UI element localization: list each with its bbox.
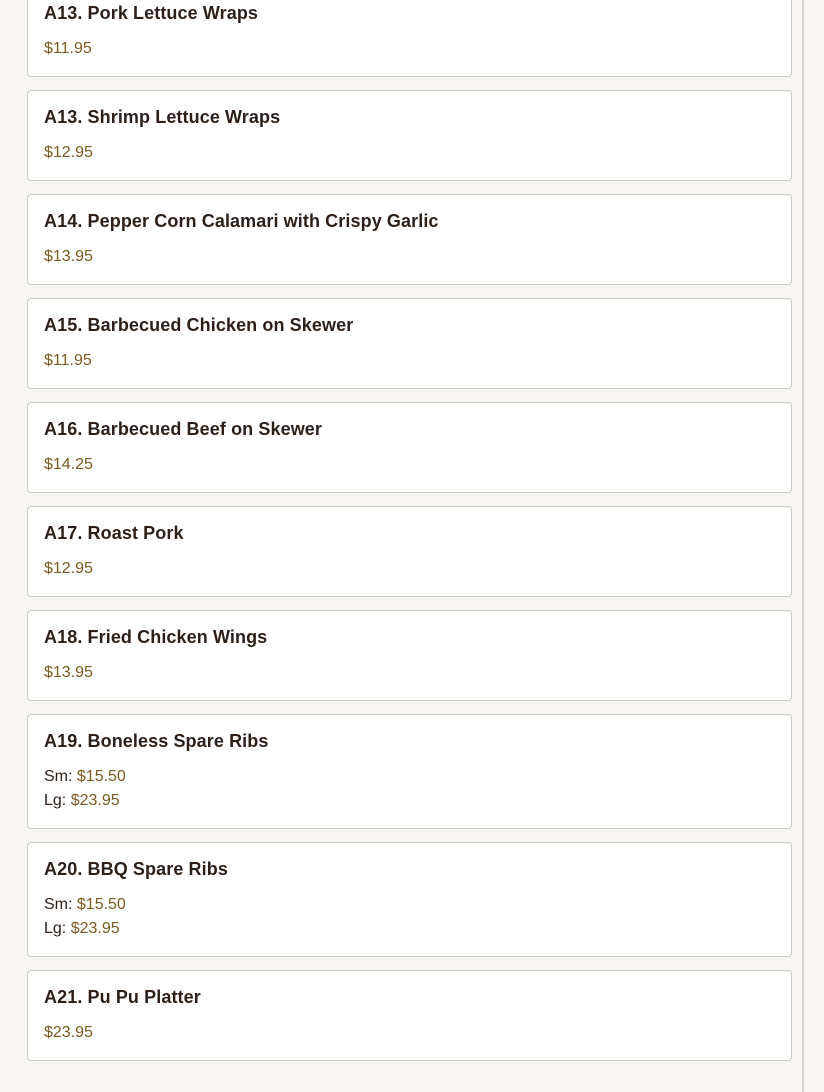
price-row xyxy=(44,141,775,165)
price-row xyxy=(44,245,775,269)
price-row xyxy=(44,917,775,941)
price-value: $11.95 xyxy=(44,352,92,369)
menu-item-name: A13. Shrimp Lettuce Wraps xyxy=(44,107,281,127)
price-size-label: Lg: xyxy=(44,920,71,937)
scrollbar-track[interactable] xyxy=(802,0,804,1092)
menu-item-price-list xyxy=(44,141,775,165)
menu-item-card[interactable] xyxy=(27,0,792,77)
price-row xyxy=(44,765,775,789)
price-value: $15.50 xyxy=(76,896,126,913)
menu-item-price-list xyxy=(44,37,775,61)
price-value: $12.95 xyxy=(44,560,93,577)
menu-item-list xyxy=(27,0,792,1074)
menu-item-card[interactable] xyxy=(27,90,792,181)
menu-item-name: A16. Barbecued Beef on Skewer xyxy=(44,419,323,439)
price-value: $23.95 xyxy=(70,920,120,937)
price-value: $12.95 xyxy=(44,144,93,161)
menu-item-card[interactable] xyxy=(27,970,792,1061)
price-row xyxy=(44,37,775,61)
price-value: $23.95 xyxy=(44,1024,93,1041)
price-value: $15.50 xyxy=(76,768,126,785)
menu-item-card[interactable] xyxy=(27,842,792,957)
menu-item-name: A13. Pork Lettuce Wraps xyxy=(44,3,259,23)
menu-item-price-list xyxy=(44,245,775,269)
price-value: $13.95 xyxy=(44,248,93,265)
menu-item-name: A20. BBQ Spare Ribs xyxy=(44,859,228,879)
menu-item-price-list xyxy=(44,557,775,581)
menu-item-price-list xyxy=(44,1021,775,1045)
price-value: $23.95 xyxy=(70,792,120,809)
price-row xyxy=(44,661,775,685)
menu-item-card[interactable] xyxy=(27,194,792,285)
menu-item-name: A21. Pu Pu Platter xyxy=(44,987,201,1007)
price-row xyxy=(44,557,775,581)
menu-item-name: A18. Fried Chicken Wings xyxy=(44,627,268,647)
menu-item-price-list xyxy=(44,765,775,813)
menu-item-card[interactable] xyxy=(27,402,792,493)
menu-item-card[interactable] xyxy=(27,714,792,829)
menu-item-name: A15. Barbecued Chicken on Skewer xyxy=(44,315,354,335)
price-row xyxy=(44,893,775,917)
menu-item-price-list xyxy=(44,453,775,477)
menu-item-card[interactable] xyxy=(27,298,792,389)
price-row xyxy=(44,453,775,477)
price-size-label: Sm: xyxy=(44,896,77,913)
price-value: $11.95 xyxy=(44,40,92,57)
price-row xyxy=(44,349,775,373)
price-value: $13.95 xyxy=(44,664,93,681)
price-size-label: Sm: xyxy=(44,768,77,785)
menu-item-price-list xyxy=(44,349,775,373)
menu-item-name: A17. Roast Pork xyxy=(44,523,184,543)
menu-item-price-list xyxy=(44,661,775,685)
price-size-label: Lg: xyxy=(44,792,71,809)
menu-item-card[interactable] xyxy=(27,506,792,597)
menu-item-name: A14. Pepper Corn Calamari with Crispy Garlic xyxy=(44,211,439,231)
menu-item-card[interactable] xyxy=(27,610,792,701)
price-row xyxy=(44,1021,775,1045)
menu-item-name: A19. Boneless Spare Ribs xyxy=(44,731,269,751)
menu-item-price-list xyxy=(44,893,775,941)
price-value: $14.25 xyxy=(44,456,93,473)
price-row xyxy=(44,789,775,813)
